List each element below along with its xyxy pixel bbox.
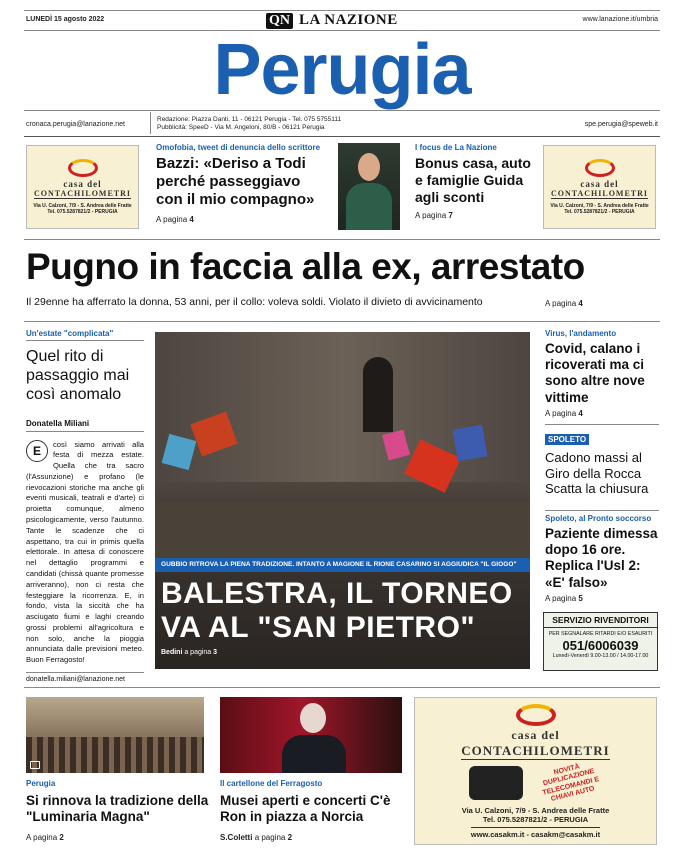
ad-promo: NOVITÀ DUPLICAZIONE TELECOMANDI E CHIAVI AUTO (541, 763, 600, 803)
kicker: Il cartellone del Ferragosto (220, 779, 323, 788)
pubblicita-line: Pubblicità: SpeeD - Via M. Angeloni, 80/B - 06121 Perugia (157, 124, 325, 131)
dropcap: E (26, 440, 48, 462)
square-ground (155, 502, 530, 562)
ad-phone: Tel. 075.5287821/2 - PERUGIA (47, 209, 118, 215)
bazzi-photo (338, 143, 400, 230)
servizio-note: PER SEGNALARE RITARDI E/O ESAURITI (548, 631, 653, 637)
main-headline[interactable]: Pugno in faccia alla ex, arrestato (26, 246, 585, 287)
side-spoleto[interactable] (545, 429, 659, 497)
palazzo-door (363, 357, 393, 432)
site-url[interactable]: www.lanazione.it/umbria (582, 16, 658, 23)
author-email[interactable]: donatella.miliani@lanazione.net (26, 672, 144, 683)
main-page-ref: A pagina 4 (545, 299, 583, 308)
redazione-line: Redazione: Piazza Danti, 11 - 06121 Perugia - Tel. 075 5755111 (157, 116, 342, 123)
feature-caption-bar (155, 558, 530, 572)
ad-contachilometri-left[interactable] (26, 145, 139, 229)
servizio-title: SERVIZIO RIVENDITORI (544, 613, 657, 628)
ad-phone: Tel. 075.5287821/2 - PERUGIA (482, 814, 589, 824)
page-ref: A pagina 2 (26, 833, 64, 843)
editorial (26, 329, 144, 683)
ad-logo-line1: casa del (511, 727, 560, 742)
ad-logo-line2: CONTACHILOMETRI (461, 742, 610, 758)
headline[interactable]: Bazzi: «Deriso a Todi perché passeggiavo con il mio compagno» (156, 155, 315, 208)
bottom-luminaria[interactable] (26, 779, 211, 842)
page-ref: A pagina 5 (545, 593, 583, 603)
author: Donatella Miliani (26, 419, 144, 432)
feature-caption: GUBBIO RITROVA LA PIENA TRADIZIONE. INTANTO A MAGIONE IL RIONE CASARINO SI AGGIUDICA "IL GIOGO" (161, 561, 517, 568)
ad-logo-line2: CONTACHILOMETRI (33, 189, 132, 198)
servizio-hours: Lunedì-Venerdì 9.00-13.00 / 14.00-17.00 (552, 653, 649, 659)
servizio-rivenditori (543, 612, 658, 671)
headline[interactable]: Cadono massi al Giro della Rocca Scatta la chiusura (545, 450, 649, 497)
body-text: così siamo arrivati alla festa di mezza estate. Quella che tra sacro (l'Assunzione) e profano (le rievocazioni storiche ma anche gli eventi musicali, teatrali e d'arte) ci proietta comunque, almeno psicologicamente, verso l'autunno. Tante le scadenze che ci aspettano, tra cui in primis quella elettorale. In attesa di conoscere nel dettaglio programmi e candidati (chissà quante promesse arriveranno), non ci resta che festeggiare la ricorrenza. E, in fondo, vista la siccità che ha asciugato fiumi e laghi creando grossi problemi all'agricoltura e non solo, anche la pioggia annunciata dalle previsioni meteo. Buon Ferragosto! (26, 439, 144, 665)
feature-page-ref: Bedini a pagina 3 (161, 649, 218, 656)
page-ref: S.Coletti a pagina 2 (220, 833, 293, 843)
brand-logo (266, 12, 398, 29)
body (26, 440, 144, 666)
headline[interactable]: Covid, calano i ricoverati ma ci sono altre nove vittime (545, 341, 645, 405)
ad-address: Via U. Calzoni, 7/9 - S. Andrea delle Fratte (461, 805, 610, 815)
qn-mark: QN (266, 13, 293, 29)
palazzo-facade (155, 332, 530, 482)
headline[interactable]: Paziente dimessa dopo 16 ore. Replica l'Usl 2: «E' falso» (545, 526, 658, 590)
side-covid[interactable] (545, 329, 659, 418)
issue-date: LUNEDÌ 15 agosto 2022 (26, 16, 105, 23)
ron-photo[interactable] (220, 697, 402, 773)
ad-logo-line2: CONTACHILOMETRI (550, 189, 649, 198)
ad-logo-line1: casa del (63, 179, 102, 189)
ad-address: Via U. Calzoni, 7/9 - S. Andrea delle Fratte (550, 203, 649, 209)
headline[interactable]: Bonus casa, auto e famiglie Guida agli sconti (415, 155, 531, 205)
ad-contachilometri-right[interactable] (543, 145, 656, 229)
kicker: Spoleto, al Pronto soccorso (545, 514, 652, 523)
ad-web: www.casakm.it - casakm@casakm.it (471, 827, 600, 839)
kicker: Omofobia, tweet di denuncia dello scrittore (156, 143, 321, 152)
story-bazzi[interactable] (156, 143, 331, 224)
kicker: Perugia (26, 779, 56, 788)
singer-head (300, 703, 326, 733)
kicker: Virus, l'andamento (545, 329, 617, 338)
ad-contachilometri-large[interactable] (414, 697, 657, 845)
singer-body (282, 735, 346, 773)
feature-photo[interactable] (155, 332, 530, 669)
ad-phone: Tel. 075.5287821/2 - PERUGIA (564, 209, 635, 215)
main-summary: Il 29enne ha afferrato la donna, 53 anni, per il collo: voleva soldi. Violato il divieto di avvicinamento (26, 296, 483, 308)
ad-address: Via U. Calzoni, 7/9 - S. Andrea delle Fratte (33, 203, 132, 209)
bottom-musei[interactable] (220, 779, 405, 842)
kicker: Un'estate "complicata" (26, 329, 144, 341)
feature-headline[interactable]: BALESTRA, IL TORNEO VA AL "SAN PIETRO" (161, 577, 513, 644)
email-right[interactable]: spe.perugia@speweb.it (584, 121, 658, 128)
ad-logo-icon (516, 704, 556, 726)
tag: SPOLETO (545, 434, 589, 445)
portrait-head (358, 153, 380, 181)
kicker: I focus de La Nazione (415, 143, 497, 152)
ad-logo-icon (585, 159, 615, 177)
ad-promo-row (469, 763, 603, 803)
flag-4 (452, 425, 487, 462)
headline[interactable]: Musei aperti e concerti C'è Ron in piazza a Norcia (220, 793, 391, 825)
ad-logo-line1: casa del (580, 179, 619, 189)
page-ref: A pagina 4 (545, 408, 583, 418)
luminaria-photo[interactable] (26, 697, 204, 773)
brand-name: LA NAZIONE (299, 12, 398, 28)
story-bonus[interactable] (415, 143, 535, 220)
servizio-phone[interactable]: 051/6006039 (562, 638, 639, 653)
side-paziente[interactable] (545, 514, 659, 603)
headline[interactable]: Quel rito di passaggio mai così anomalo (26, 348, 130, 404)
page-ref: A pagina 7 (415, 211, 453, 221)
car-key-icon (469, 766, 523, 800)
city-title: Perugia (213, 30, 471, 110)
headline[interactable]: Si rinnova la tradizione della "Luminaria Magna" (26, 793, 209, 825)
page-ref: A pagina 4 (156, 215, 194, 224)
ad-logo-icon (68, 159, 98, 177)
camera-icon (30, 761, 40, 769)
portrait-body (346, 183, 392, 230)
crowd (26, 737, 204, 773)
email-left[interactable]: cronaca.perugia@lanazione.net (26, 121, 125, 128)
